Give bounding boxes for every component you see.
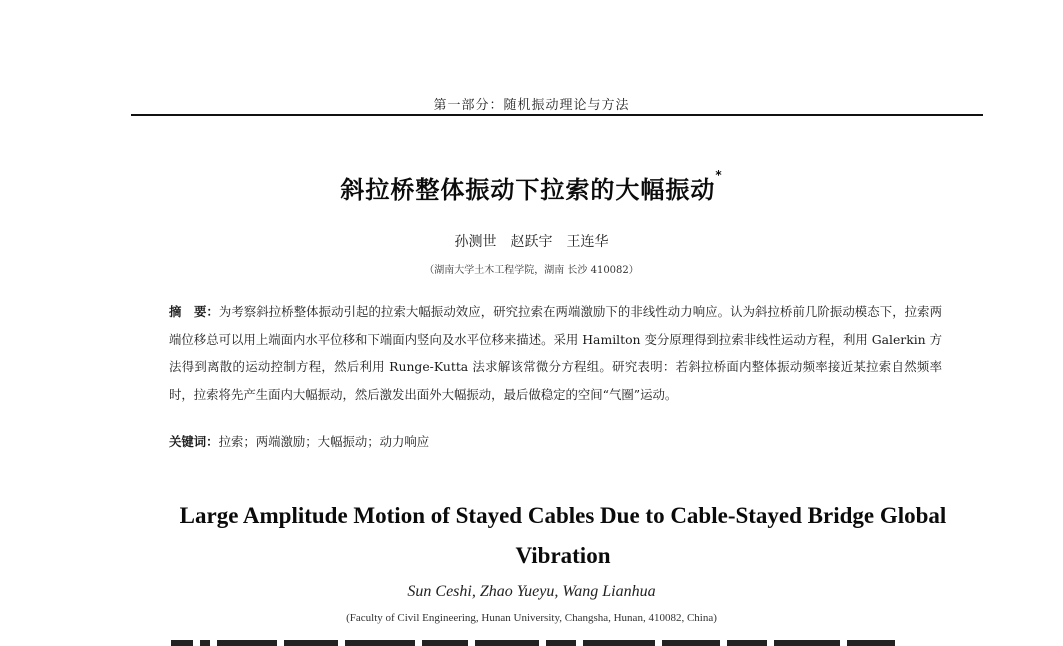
keywords-label: 关键词： bbox=[169, 434, 219, 449]
paper-title-cn bbox=[0, 170, 1063, 205]
affiliation-cn: （湖南大学土木工程学院，湖南 长沙 410082） bbox=[424, 265, 639, 276]
running-header: 第一部分：随机振动理论与方法 bbox=[433, 98, 630, 113]
authors-en: Sun Ceshi, Zhao Yueyu, Wang Lianhua bbox=[407, 583, 656, 600]
affiliation-en: (Faculty of Civil Engineering, Hunan University, Changsha, Hunan, 410082, China) bbox=[346, 612, 717, 624]
paper-title-en: Large Amplitude Motion of Stayed Cables Due to Cable-Stayed Bridge Global Vibration bbox=[179, 503, 947, 568]
cut-off-text-line bbox=[171, 640, 951, 646]
authors-cn: 孙测世 赵跃宇 王连华 bbox=[454, 234, 609, 250]
title-footnote-mark: * bbox=[715, 168, 723, 182]
paper-title-cn-text: 斜拉桥整体振动下拉索的大幅振动 bbox=[340, 176, 716, 204]
abstract-cn bbox=[169, 298, 942, 408]
abstract-text: 为考察斜拉桥整体振动引起的拉索大幅振动效应，研究拉索在两端激励下的非线性动力响应。认为斜拉桥前几阶振动模态下，拉索两端位移总可以用上端面内水平位移和下端面内竖向及水平位移来描述。采用 Hamilton 变分原理得到拉索非线性运动方程，利用 Galerkin 方法得到离散的运动控制方程，然后利用 Runge-Kutta 法求解该常微分方程组。研究表明：若斜拉桥面内整体振动频率接近某拉索自然频率时，拉索将先产生面内大幅振动，然后激发出面外大幅振动，最后做稳定的空间“气圈”运动。 bbox=[169, 304, 943, 402]
abstract-label: 摘 要： bbox=[169, 304, 219, 319]
keywords-cn bbox=[169, 432, 942, 450]
header-rule bbox=[131, 114, 983, 116]
keywords-text: 拉索；两端激励；大幅振动；动力响应 bbox=[218, 434, 430, 449]
